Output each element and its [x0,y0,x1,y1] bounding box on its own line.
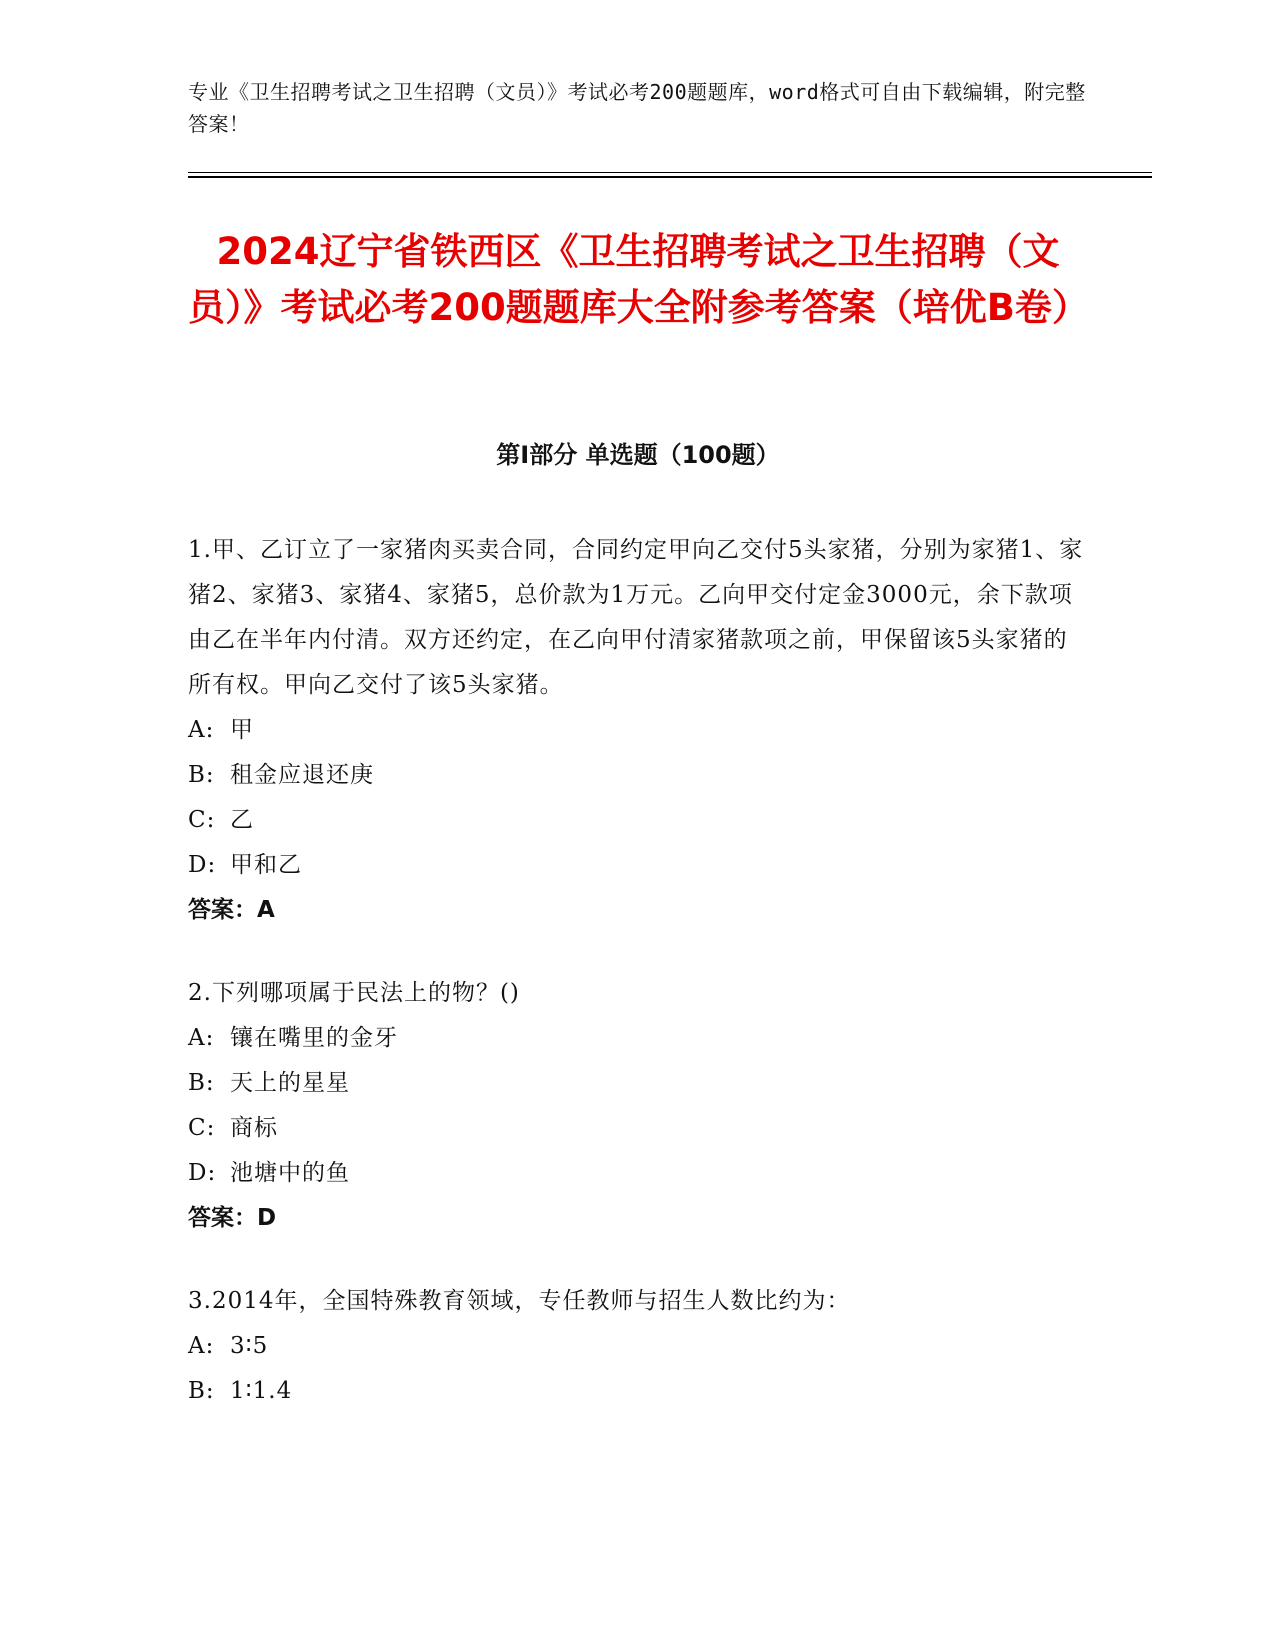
question-1 [188,528,1088,933]
option-b [188,1061,1088,1106]
option-text: 甲和乙 [230,852,302,878]
question-2 [188,971,1088,1241]
document-title: 2024辽宁省铁西区《卫生招聘考试之卫生招聘（文员）》考试必考200题题库大全附参考答案（培优B卷） [188,230,1089,329]
option-text: 甲 [230,717,254,743]
option-a [188,708,1088,753]
option-letter: B: [188,762,215,788]
answer-line: 答案：D [188,1205,277,1231]
question-3 [188,1279,1088,1414]
answer-line: 答案：A [188,897,275,923]
option-letter: A: [188,1333,215,1359]
option-text: 商标 [230,1115,278,1141]
option-letter: A: [188,717,215,743]
option-b [188,1369,1088,1414]
question-list [188,528,1088,1452]
option-text: 租金应退还庚 [230,762,374,788]
option-letter: B: [188,1378,215,1404]
option-c [188,798,1088,843]
header-divider-thin [188,172,1152,173]
option-text: 3∶5 [230,1333,269,1359]
option-text: 池塘中的鱼 [230,1160,350,1186]
header-divider-thick [188,176,1152,178]
option-letter: C: [188,807,216,833]
question-stem: 1.甲、乙订立了一家猪肉买卖合同，合同约定甲向乙交付5头家猪，分别为家猪1、家猪2、家猪3、家猪4、家猪5，总价款为1万元。乙向甲交付定金3000元，余下款项由乙在半年内付清。双方还约定，在乙向甲付清家猪款项之前，甲保留该5头家猪的所有权。甲向乙交付了该5头家猪。 [188,537,1084,698]
option-d [188,843,1088,888]
option-a [188,1016,1088,1061]
option-a [188,1324,1088,1369]
option-text: 天上的星星 [230,1070,350,1096]
question-stem: 2.下列哪项属于民法上的物？() [188,980,520,1006]
option-d [188,1151,1088,1196]
header-note: 专业《卫生招聘考试之卫生招聘（文员）》考试必考200题题库，word格式可自由下载编辑，附完整答案！ [188,80,1086,136]
option-c [188,1106,1088,1151]
option-letter: A: [188,1025,215,1051]
option-text: 1∶1.4 [230,1378,293,1404]
option-text: 镶在嘴里的金牙 [230,1025,398,1051]
option-letter: D: [188,1160,217,1186]
option-letter: B: [188,1070,215,1096]
option-b [188,753,1088,798]
option-letter: C: [188,1115,216,1141]
option-letter: D: [188,852,217,878]
question-stem: 3.2014年，全国特殊教育领域，专任教师与招生人数比约为： [188,1288,851,1314]
section-title: 第Ⅰ部分 单选题（100题） [496,441,780,469]
option-text: 乙 [230,807,254,833]
